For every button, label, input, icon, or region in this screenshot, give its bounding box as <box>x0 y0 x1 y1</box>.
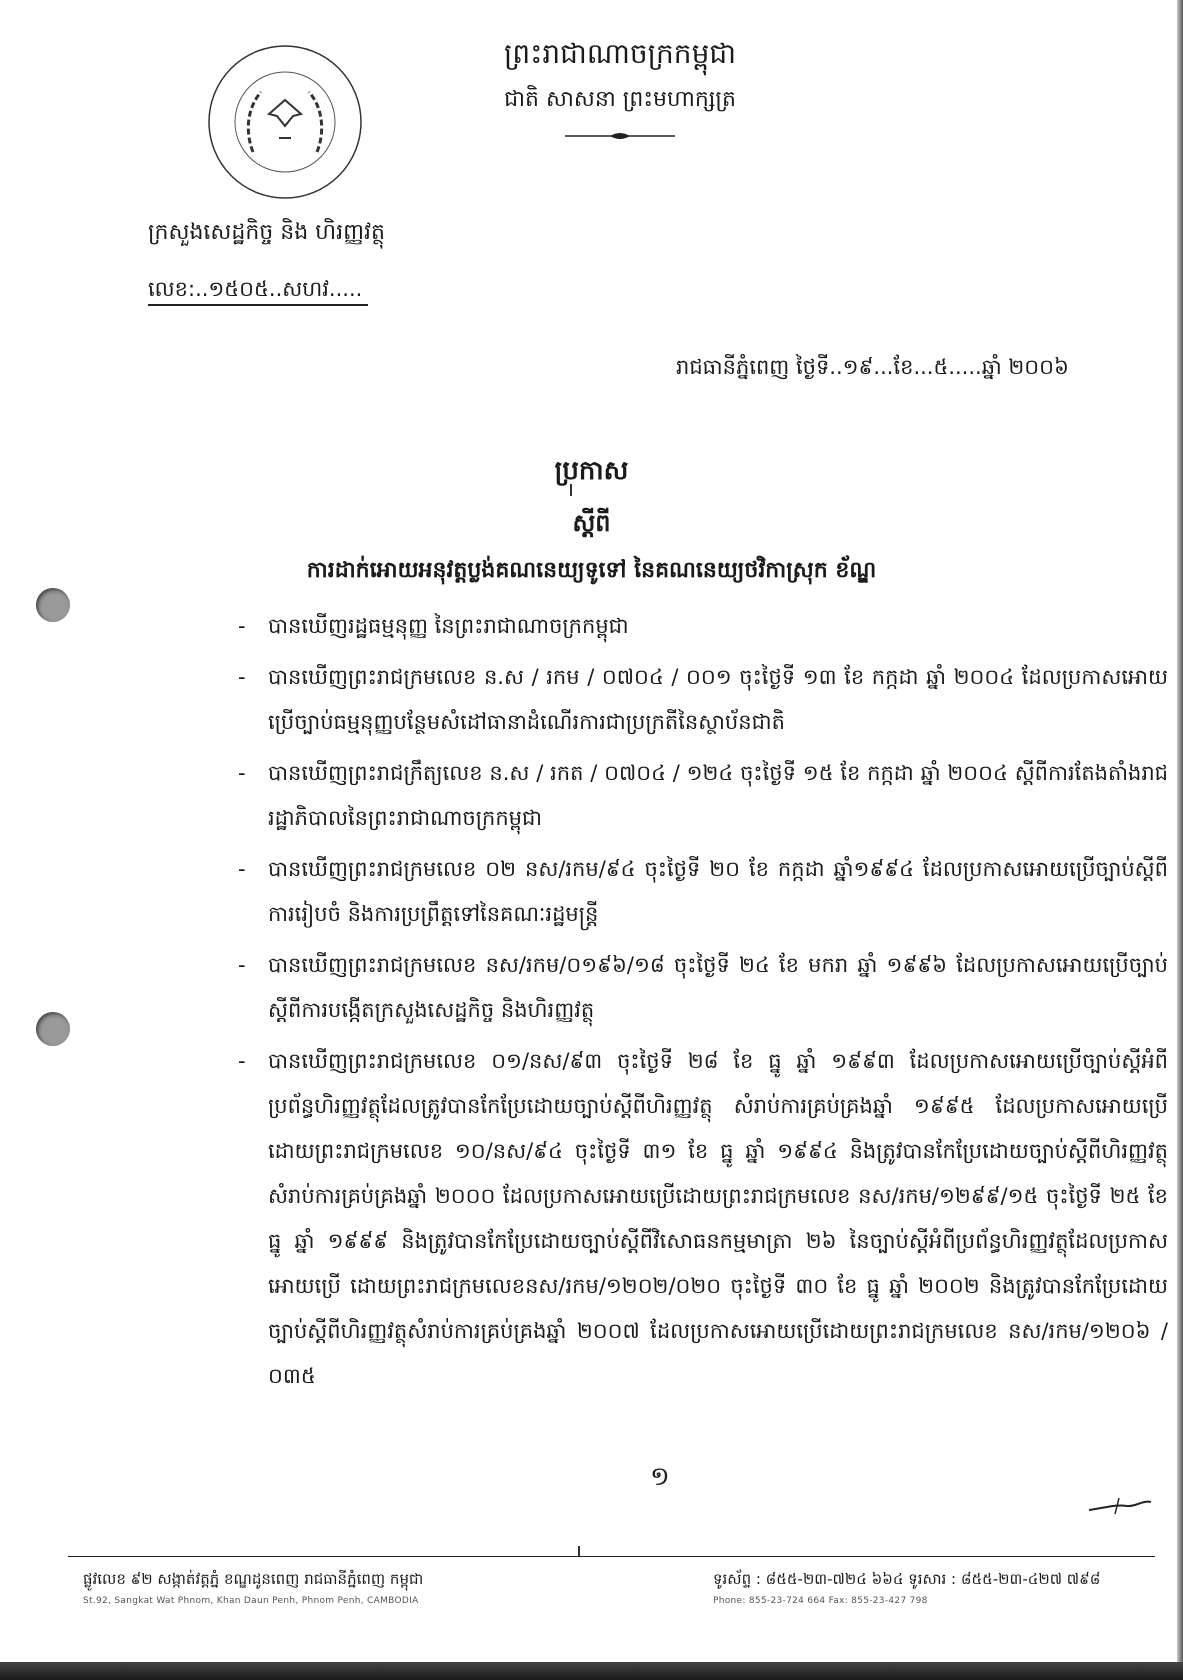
scan-edge-shadow <box>1177 0 1183 1680</box>
footer-contact-en: Phone: 855-23-724 664 Fax: 855-23-427 798 <box>713 1596 928 1606</box>
list-item: - បានឃើញរដ្ឋធម្មនុញ្ញ នៃព្រះរាជាណាចក្រកម្ពុជា <box>238 614 629 638</box>
list-item: - បានឃើញព្រះរាជក្រមលេខ ០២ នស/រកម/៩៤ ចុះថ្ងៃទី ២០ ខែ កក្កដា ឆ្នាំ១៩៩៤ ដែលប្រកាសអោយប្រើច្បាប់ស្តីពីការរៀបចំ និងការប្រព្រឹត្តទៅនៃគណៈរដ្ឋមន្ត្រី <box>238 857 1168 926</box>
title-subject: ការដាក់អោយអនុវត្តប្លង់គណនេយ្យទូទៅ នៃគណនេយ្យថវិកាស្រុក ខ័ណ្ឌ <box>306 557 877 583</box>
footer-contact <box>713 1570 1100 1606</box>
punch-hole-bottom <box>36 1012 70 1046</box>
title-subject-label: ស្តីពី <box>572 508 611 537</box>
scan-speck <box>578 1546 580 1556</box>
reference-number: លេខ:..១៥០៥..សហវ..... <box>148 277 363 301</box>
ministry-name: ក្រសួងសេដ្ឋកិច្ច និង ហិរញ្ញវត្ថុ <box>148 220 385 245</box>
header-ornament <box>565 127 675 139</box>
footer-contact-km: ទូរស័ព្ទ : ៨៥៥-២៣-៧២៤ ៦៦៤ ទូរសារ : ៨៥៥-២៣-៤២៧ ៧៩៨ <box>713 1570 1101 1588</box>
national-header <box>480 36 760 139</box>
list-item-text: បានឃើញព្រះរាជក្រមលេខ ន.ស / រកម / ០៧០៤ / ០០១ ចុះថ្ងៃទី ១៣ ខែ កក្កដា ឆ្នាំ ២០០៤ ដែលប្រកាសអោយប្រើច្បាប់ធម្មនុញ្ញបន្ថែមសំដៅធានាដំណើរការជាប្រក្រតីនៃស្ថាប័នជាតិ <box>268 665 1168 734</box>
list-item: - បានឃើញព្រះរាជក្រមលេខ ន.ស / រកម / ០៧០៤ / ០០១ ចុះថ្ងៃទី ១៣ ខែ កក្កដា ឆ្នាំ ២០០៤ ដែលប្រកាសអោយប្រើច្បាប់ធម្មនុញ្ញបន្ថែមសំដៅធានាដំណើរការជាប្រក្រតីនៃស្ថាប័នជាតិ <box>238 665 1168 734</box>
list-item-text: បានឃើញព្រះរាជក្រមលេខ ០២ នស/រកម/៩៤ ចុះថ្ងៃទី ២០ ខែ កក្កដា ឆ្នាំ១៩៩៤ ដែលប្រកាសអោយប្រើច្បាប់ស្តីពីការរៀបចំ និងការប្រព្រឹត្តទៅនៃគណៈរដ្ឋមន្ត្រី <box>268 857 1168 926</box>
list-item-text: បានឃើញព្រះរាជក្រមលេខ ០១/នស/៩៣ ចុះថ្ងៃទី ២៨ ខែ ធ្នូ ឆ្នាំ ១៩៩៣ ដែលប្រកាសអោយប្រើច្បាប់ស្តីអំពីប្រព័ន្ធហិរញ្ញវត្ថុដែលត្រូវបានកែប្រែដោយច្បាប់ស្តីពីហិរញ្ញវត្ថុ សំរាប់ការគ្រប់គ្រងឆ្នាំ ១៩៩៥ ដែលប្រកាសអោយប្រើដោយព្រះរាជក្រមលេខ ១០/នស/៩៤ ចុះថ្ងៃទី ៣១ ខែ ធ្នូ ឆ្នាំ ១៩៩៤ និងត្រូវបានកែប្រែដោយច្បាប់ស្តីពីហិរញ្ញវត្ថុសំរាប់ការគ្រប់គ្រងឆ្នាំ ២០០០ ដែលប្រកាសអោយប្រើដោយព្រះរាជក្រមលេខ នស/រកម/១២៩៩/១៥ ចុះថ្ងៃទី ២៥ ខែ ធ្នូ ឆ្នាំ ១៩៩៩ និងត្រូវបានកែប្រែដោយច្បាប់ស្តីពីវិសោធនកម្មមាត្រា ២៦ នៃច្បាប់ស្តីអំពីប្រព័ន្ធហិរញ្ញវត្ថុដែលប្រកាសអោយប្រើ ដោយព្រះរាជក្រមលេខនស/រកម/១២០២/០២០ ចុះថ្ងៃទី ៣០ ខែ ធ្នូ ឆ្នាំ ២០០២ និងត្រូវបានកែប្រែដោយច្បាប់ស្តីពីហិរញ្ញវត្ថុសំរាប់ការគ្រប់គ្រងឆ្នាំ ២០០៧ ដែលប្រកាសអោយប្រើដោយព្រះរាជក្រមលេខ នស/រកម/១២០៦ /០៣៥ <box>268 1049 1168 1388</box>
document-title: ប្រកាស <box>554 456 629 486</box>
list-item-text: បានឃើញព្រះរាជក្រមលេខ នស/រកម/០១៩៦/១៨ ចុះថ្ងៃទី ២៤ ខែ មករា ឆ្នាំ ១៩៩៦ ដែលប្រកាសអោយប្រើច្បាប់ស្តីពីការបង្កើតក្រសួងសេដ្ឋកិច្ច និងហិរញ្ញវត្ថុ <box>268 953 1168 1022</box>
footer-address-en: St.92, Sangkat Wat Phnom, Khan Daun Penh, Phnom Penh, CAMBODIA <box>83 1596 419 1606</box>
scan-bottom-band <box>0 1662 1183 1680</box>
list-item: - បានឃើញព្រះរាជក្រមលេខ នស/រកម/០១៩៦/១៨ ចុះថ្ងៃទី ២៤ ខែ មករា ឆ្នាំ ១៩៩៦ ដែលប្រកាសអោយប្រើច្បាប់ស្តីពីការបង្កើតក្រសួងសេដ្ឋកិច្ច និងហិរញ្ញវត្ថុ <box>238 953 1168 1022</box>
list-item: - បានឃើញព្រះរាជក្រឹត្យលេខ ន.ស / រកត / ០៧០៤ / ១២៤ ចុះថ្ងៃទី ១៥ ខែ កក្កដា ឆ្នាំ ២០០៤ ស្តីពីការតែងតាំងរាជរដ្ឋាភិបាលនៃព្រះរាជាណាចក្រកម្ពុជា <box>238 761 1168 830</box>
national-motto: ជាតិ សាសនា ព្រះមហាក្សត្រ <box>504 87 736 112</box>
list-item-text: បានឃើញព្រះរាជក្រឹត្យលេខ ន.ស / រកត / ០៧០៤ / ១២៤ ចុះថ្ងៃទី ១៥ ខែ កក្កដា ឆ្នាំ ២០០៤ ស្តីពីការតែងតាំងរាជរដ្ឋាភិបាលនៃព្រះរាជាណាចក្រកម្ពុជា <box>268 761 1168 830</box>
footer-divider <box>68 1556 1155 1557</box>
punch-hole-top <box>36 588 70 622</box>
kingdom-name: ព្រះរាជាណាចក្រកម្ពុជា <box>503 37 736 70</box>
date-line: រាជធានីភ្នំពេញ ថ្ងៃទី..១៩...ខែ...៥.....ឆ្នាំ ២០០៦ <box>676 355 1069 379</box>
list-item: - បានឃើញព្រះរាជក្រមលេខ ០១/នស/៩៣ ចុះថ្ងៃទី ២៨ ខែ ធ្នូ ឆ្នាំ ១៩៩៣ ដែលប្រកាសអោយប្រើច្បាប់ស្តីអំពីប្រព័ន្ធហិរញ្ញវត្ថុដែលត្រូវបានកែប្រែដោយច្បាប់ស្តីពីហិរញ្ញវត្ថុ សំរាប់ការគ្រប់គ្រងឆ្នាំ ១៩៩៥ ដែលប្រកាសអោយប្រើដោយព្រះរាជក្រមលេខ ១០/នស/៩៤ ចុះថ្ងៃទី ៣១ ខែ ធ្នូ ឆ្នាំ ១៩៩៤ និងត្រូវបានកែប្រែដោយច្បាប់ស្តីពីហិរញ្ញវត្ថុសំរាប់ការគ្រប់គ្រងឆ្នាំ ២០០០ ដែលប្រកាសអោយប្រើដោយព្រះរាជក្រមលេខ នស/រកម/១២៩៩/១៥ ចុះថ្ងៃទី ២៥ ខែ ធ្នូ ឆ្នាំ ១៩៩៩ និងត្រូវបានកែប្រែដោយច្បាប់ស្តីពីវិសោធនកម្មមាត្រា ២៦ នៃច្បាប់ស្តីអំពីប្រព័ន្ធហិរញ្ញវត្ថុដែលប្រកាសអោយប្រើ ដោយព្រះរាជក្រមលេខនស/រកម/១២០២/០២០ ចុះថ្ងៃទី ៣០ ខែ ធ្នូ ឆ្នាំ ២០០២ និងត្រូវបានកែប្រែដោយច្បាប់ស្តីពីហិរញ្ញវត្ថុសំរាប់ការគ្រប់គ្រងឆ្នាំ ២០០៧ ដែលប្រកាសអោយប្រើដោយព្រះរាជក្រមលេខ នស/រកម/១២០៦ /០៣៥ <box>238 1049 1168 1388</box>
initials-mark <box>1085 1494 1155 1522</box>
list-item-text: បានឃើញរដ្ឋធម្មនុញ្ញ នៃព្រះរាជាណាចក្រកម្ពុជា <box>268 614 629 638</box>
reference-underline <box>148 304 368 306</box>
footer-address-km: ផ្លូវលេខ ៩២ សង្កាត់វត្តភ្នំ ខណ្ឌដូនពេញ រាជធានីភ្នំពេញ កម្ពុជា <box>83 1570 424 1588</box>
page-number: ១ <box>650 1462 670 1492</box>
ministry-seal-logo <box>205 42 365 202</box>
considerations-list <box>238 604 1168 1405</box>
footer-address <box>83 1570 423 1606</box>
